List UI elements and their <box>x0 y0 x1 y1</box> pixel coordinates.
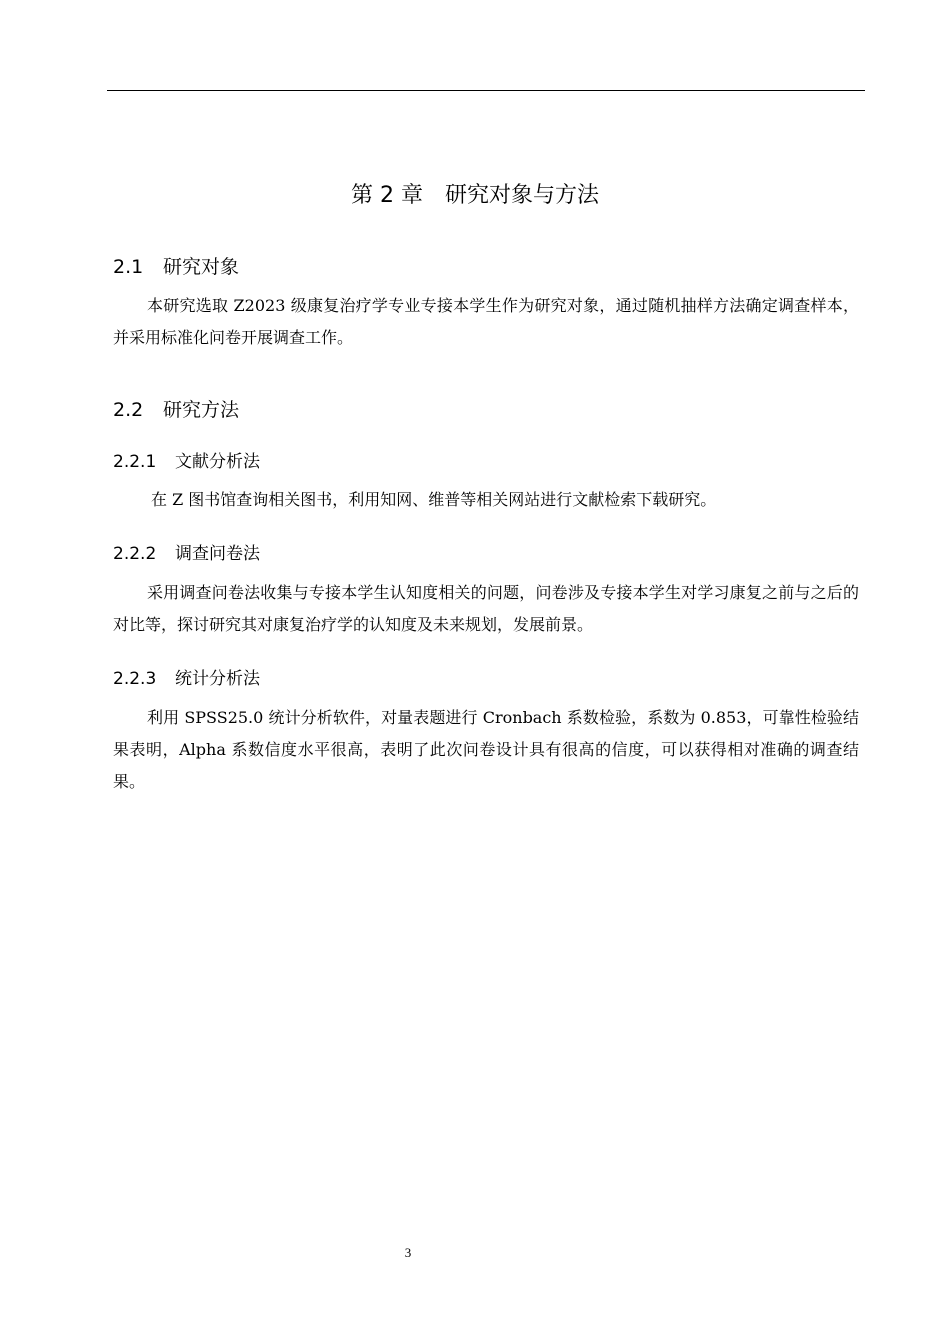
section-title: 研究对象 <box>163 256 240 278</box>
subsection-heading-2-2-3 <box>113 664 260 689</box>
subsection-title: 调查问卷法 <box>175 544 260 564</box>
subsection-paragraph: 利用 SPSS25.0 统计分析软件，对量表题进行 Cronbach 系数检验，系数为 0.853，可靠性检验结果表明，Alpha 系数信度水平很高，表明了此次问卷设计具有很高的信度，可以获得相对准确的调查结果。 <box>113 708 859 791</box>
subsection-paragraph: 在 Z 图书馆查询相关图书，利用知网、维普等相关网站进行文献检索下载研究。 <box>151 490 717 509</box>
section-title: 研究方法 <box>163 399 240 421</box>
subsection-heading-2-2-2 <box>113 539 260 564</box>
page-number: 3 <box>404 1245 412 1260</box>
section-heading-2-1 <box>113 252 239 279</box>
section-paragraph: 本研究选取 Z2023 级康复治疗学专业专接本学生作为研究对象，通过随机抽样方法确定调查样本，并采用标准化问卷开展调查工作。 <box>113 296 859 347</box>
section-number: 2.2 <box>113 399 144 421</box>
subsection-number: 2.2.2 <box>113 544 157 564</box>
subsection-number: 2.2.1 <box>113 452 157 472</box>
subsection-paragraph: 采用调查问卷法收集与专接本学生认知度相关的问题，问卷涉及专接本学生对学习康复之前与之后的对比等，探讨研究其对康复治疗学的认知度及未来规划，发展前景。 <box>113 583 859 634</box>
chapter-title: 第 2 章 研究对象与方法 <box>351 183 599 208</box>
header-rule <box>107 90 865 91</box>
section-number: 2.1 <box>113 256 144 278</box>
subsection-number: 2.2.3 <box>113 669 157 689</box>
subsection-heading-2-2-1 <box>113 447 260 472</box>
section-heading-2-2 <box>113 395 239 422</box>
subsection-title: 统计分析法 <box>175 669 260 689</box>
subsection-title: 文献分析法 <box>175 452 260 472</box>
